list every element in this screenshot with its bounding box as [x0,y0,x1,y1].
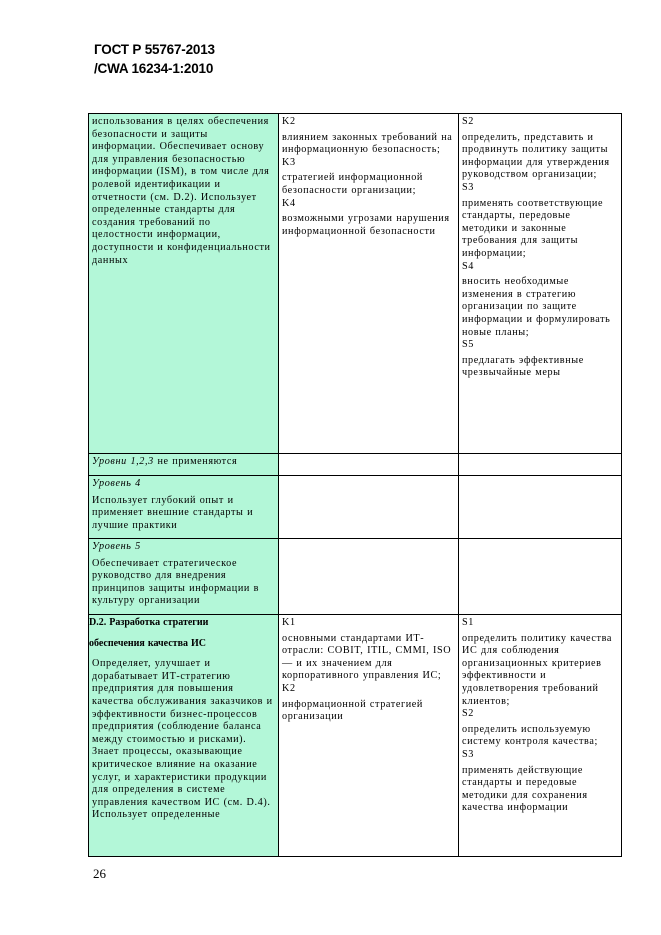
level-note: не применяются [157,456,238,467]
skill-code: S1 [462,617,474,628]
empty-cell [279,539,459,615]
knowledge-cell [279,615,459,857]
competence-title-cont: обеспечения качества ИС [89,637,206,649]
level-text: Использует глубокий опыт и применяет внешние стандарты и лучшие практики [92,494,254,531]
skill-code: S2 [462,116,474,127]
skill-text: вносить необходимые изменения в стратегию организации по защите информации и формулировать новые планы; [462,276,611,338]
table-row [89,539,622,615]
description-text: использования в целях обеспечения безопасности и защиты информации. Обеспечивает основу для управления безопасностью информации (ISM), в том числе для ролевой идентификации и отчетности (см. D.2). Использует определенные стандарты для создания требований по целостности информации, доступности и конфиденциальности данных [92,116,271,266]
table-row [89,114,622,454]
skill-text: применять действующие стандарты и передовые методики для сохранения качества информации [462,764,588,814]
empty-cell [459,454,622,476]
skill-text: применять соответствующие стандарты, передовые методики и законные требования для защиты информации; [462,197,604,259]
skill-code: S3 [462,748,474,760]
skills-cell [459,615,622,857]
standard-code-cwa: /CWA 16234-1:2010 [94,61,214,76]
table-row [89,615,622,857]
level-cell [89,476,279,539]
knowledge-text: информационной стратегией организации [282,698,423,723]
empty-cell [459,476,622,539]
competence-table [88,113,622,857]
level-text: Обеспечивает стратегическое руководство для внедрения принципов защиты информации в культуру организации [92,557,259,607]
table-row [89,476,622,539]
level-label: Уровни 1,2,3 [92,456,154,467]
level-label: Уровень 5 [92,541,141,552]
description-cell [89,114,279,454]
level-cell [89,454,279,476]
knowledge-cell [279,114,459,454]
knowledge-code: K3 [282,156,296,168]
empty-cell [279,476,459,539]
table-row [89,454,622,476]
competence-cell [89,615,279,857]
knowledge-code: K4 [282,197,296,209]
skill-text: определить используемую систему контроля качества; [462,723,598,748]
skill-text: определить, представить и продвинуть политику защиты информации для утверждения руководством организации; [462,131,610,181]
knowledge-text: стратегией информационной безопасности организации; [282,172,423,196]
competence-title: D.2. Разработка стратегии [89,617,209,628]
skill-text: определить политику качества ИС для соблюдения организационных критериев эффективности и удовлетворения требований клиентов; [462,632,612,707]
knowledge-code: K2 [282,116,296,127]
knowledge-code: K2 [282,682,296,694]
skill-text: предлагать эффективные чрезвычайные меры [462,354,584,379]
level-label: Уровень 4 [92,478,141,489]
skill-code: S4 [462,260,474,272]
level-cell [89,539,279,615]
skill-code: S5 [462,339,474,351]
page-number: 26 [93,866,106,881]
skill-code: S2 [462,708,474,720]
standard-code: ГОСТ Р 55767-2013 [94,42,215,57]
empty-cell [459,539,622,615]
competence-text: Определяет, улучшает и дорабатывает ИТ-стратегию предприятия для повышения качества обслуживания заказчиков и эффективности бизнес-процессов предприятия (соблюдение баланса между стоимостью и рисками). Знает процессы, оказывающие критическое влияние на оказание услуг, и характеристики продукции для определения в системе управления качеством ИС (см. D.4). Использует определенные [92,658,273,821]
document-header [94,40,215,78]
skill-code: S3 [462,181,474,193]
knowledge-text: возможными угрозами нарушения информационной безопасности [282,213,450,237]
knowledge-text: основными стандартами ИТ-отрасли: COBIT, ITIL, CMMI, ISO — и их значением для корпоративного управления ИС; [282,632,452,682]
knowledge-text: влиянием законных требований на информационную безопасность; [282,131,453,156]
skills-cell [459,114,622,454]
empty-cell [279,454,459,476]
knowledge-code: K1 [282,617,296,628]
